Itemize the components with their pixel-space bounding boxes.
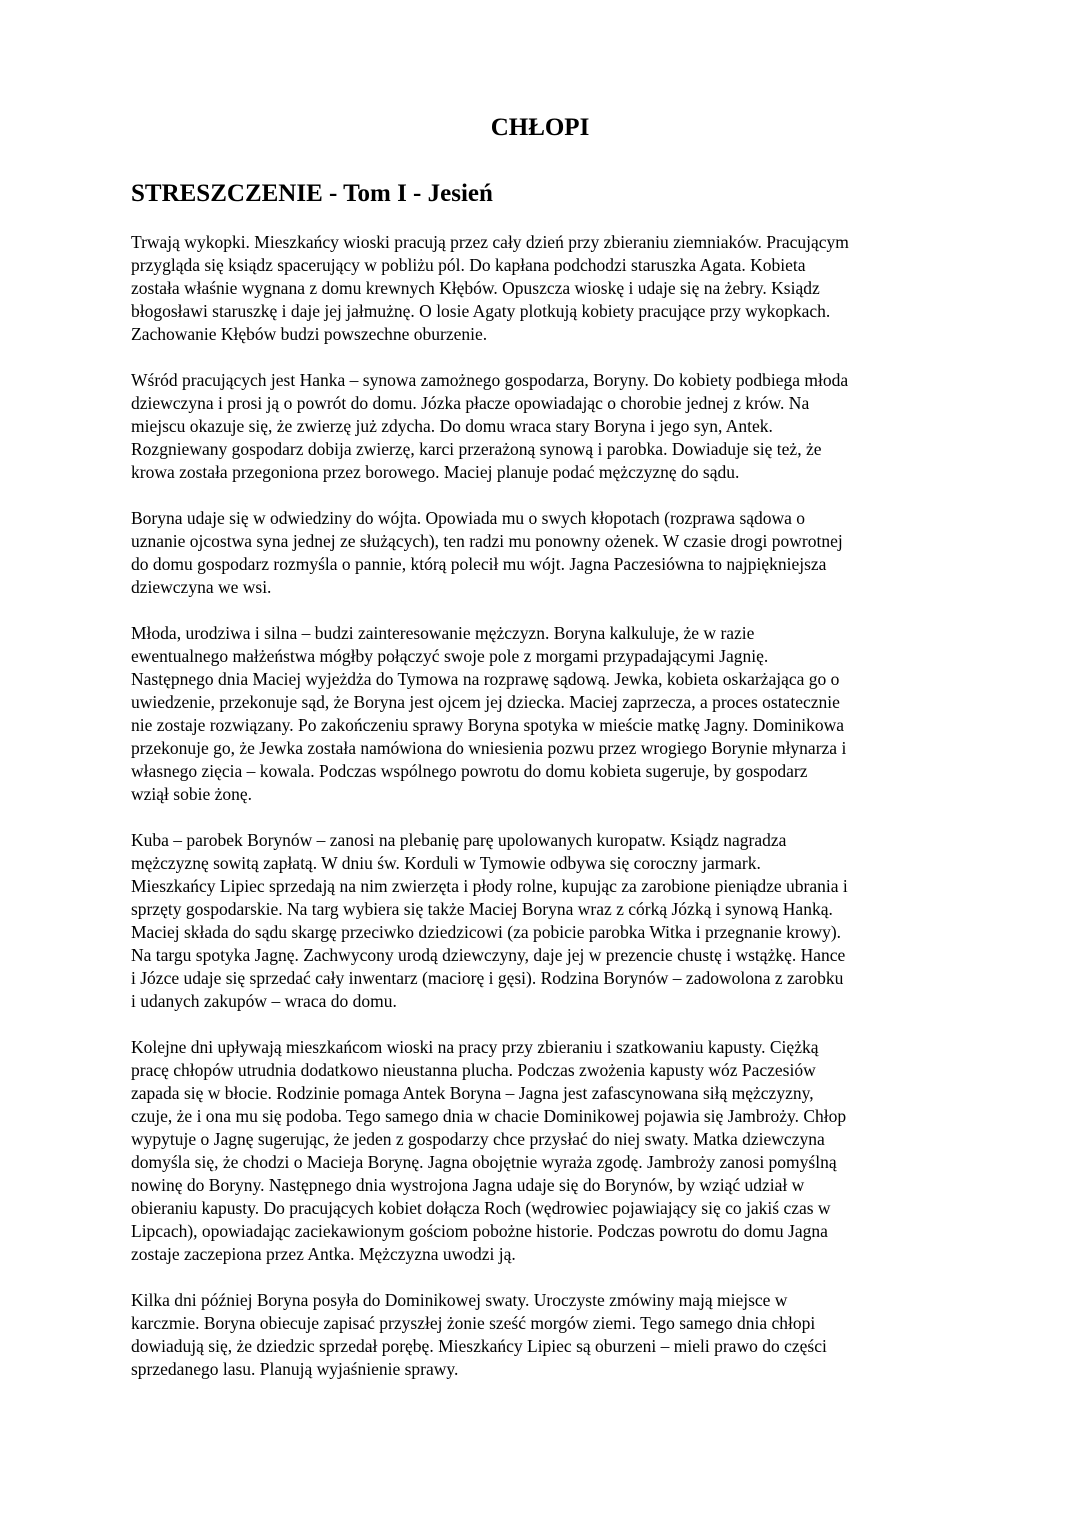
text-line: dziewczyna i prosi ją o powrót do domu. Józka płacze opowiadając o chorobie jednej z krów. Na — [131, 393, 810, 413]
text-line: Na targu spotyka Jagnę. Zachwycony urodą dziewczyny, daje jej w prezencie chustę i wstążkę. Hance — [131, 945, 846, 965]
text-line: błogosławi staruszkę i daje jej jałmużnę. O losie Agaty plotkują kobiety pracujące przy wykopkach. — [131, 301, 831, 321]
text-line: mężczyznę sowitą zapłatą. W dniu św. Korduli w Tymowie odbywa się coroczny jarmark. — [131, 853, 761, 873]
document-title: CHŁOPI — [490, 114, 590, 141]
text-line: została właśnie wygnana z domu krewnych Kłębów. Opuszcza wioskę i udaje się na żebry. Ksiądz — [131, 278, 820, 298]
text-line: zapada się w błocie. Rodzinie pomaga Antek Boryna – Jagna jest zafascynowana siłą mężczyzny, — [131, 1083, 814, 1103]
paragraph — [131, 231, 951, 346]
text-line: uznanie ojcostwa syna jednej ze służących), ten radzi mu ponowny ożenek. W czasie drogi powrotnej — [131, 531, 843, 551]
text-line: nie zostaje rozwiązany. Po zakończeniu sprawy Boryna spotyka w mieście matkę Jagny. Dominikowa — [131, 715, 845, 735]
text-line: domyśla się, że chodzi o Macieja Borynę. Jagna obojętnie wyraża zgodę. Jambroży zanosi pomyślną — [131, 1152, 837, 1172]
paragraph — [131, 1036, 951, 1266]
text-line: Kolejne dni upływają mieszkańcom wioski na pracy przy zbieraniu i szatkowaniu kapusty. Ciężką — [131, 1037, 819, 1057]
text-line: Boryna udaje się w odwiedziny do wójta. Opowiada mu o swych kłopotach (rozprawa sądowa o — [131, 508, 806, 528]
text-line: sprzęty gospodarskie. Na targ wybiera się także Maciej Boryna wraz z córką Józką i synową Hanką. — [131, 899, 833, 919]
text-line: zostaje zaczepiona przez Antka. Mężczyzna uwodzi ją. — [131, 1244, 516, 1264]
text-line: nowinę do Boryny. Następnego dnia wystrojona Jagna udaje się do Borynów, by wziąć udział w — [131, 1175, 805, 1195]
body-text — [131, 231, 951, 1404]
text-line: czuje, że i ona mu się podoba. Tego samego dnia w chacie Dominikowej pojawia się Jambroży. Chłop — [131, 1106, 847, 1126]
text-line: ewentualnego małżeństwa mógłby połączyć swoje pole z morgami przypadającymi Jagnię. — [131, 646, 769, 666]
text-line: Lipcach), opowiadając zaciekawionym gościom pobożne historie. Podczas powrotu do domu Jagna — [131, 1221, 828, 1241]
text-line: i udanych zakupów – wraca do domu. — [131, 991, 397, 1011]
text-line: krowa została przegoniona przez borowego. Maciej planuje podać mężczyznę do sądu. — [131, 462, 740, 482]
section-heading: STRESZCZENIE - Tom I - Jesień — [131, 180, 493, 207]
text-line: wypytuje o Jagnę sugerując, że jeden z gospodarzy chce przysłać do niej swaty. Matka dziewczyna — [131, 1129, 825, 1149]
text-line: Mieszkańcy Lipiec sprzedają na nim zwierzęta i płody rolne, kupując za zarobione pieniądze ubrania i — [131, 876, 848, 896]
paragraph — [131, 1289, 951, 1381]
text-line: pracę chłopów utrudnia dodatkowo nieustanna plucha. Podczas zwożenia kapusty wóz Paczesiów — [131, 1060, 816, 1080]
text-line: Zachowanie Kłębów budzi powszechne oburzenie. — [131, 324, 488, 344]
text-line: Trwają wykopki. Mieszkańcy wioski pracują przez cały dzień przy zbieraniu ziemniaków. Pracującym — [131, 232, 849, 252]
text-line: Młoda, urodziwa i silna – budzi zainteresowanie mężczyzn. Boryna kalkuluje, że w razie — [131, 623, 755, 643]
text-line: karczmie. Boryna obiecuje zapisać przyszłej żonie sześć morgów ziemi. Tego samego dnia chłopi — [131, 1313, 816, 1333]
text-line: dowiadują się, że dziedzic sprzedał porębę. Mieszkańcy Lipiec są oburzeni – mieli prawo do części — [131, 1336, 827, 1356]
text-line: Maciej składa do sądu skargę przeciwko dziedzicowi (za pobicie parobka Witka i przegnanie krowy). — [131, 922, 842, 942]
text-line: przygląda się ksiądz spacerujący w pobliżu pól. Do kapłana podchodzi staruszka Agata. Kobieta — [131, 255, 806, 275]
text-line: Następnego dnia Maciej wyjeżdża do Tymowa na rozprawę sądową. Jewka, kobieta oskarżająca go o — [131, 669, 840, 689]
paragraph — [131, 369, 951, 484]
text-line: obieraniu kapusty. Do pracujących kobiet dołącza Roch (wędrowiec pojawiający się co jakiś czas w — [131, 1198, 831, 1218]
paragraph — [131, 622, 951, 806]
text-line: do domu gospodarz rozmyśla o pannie, którą polecił mu wójt. Jagna Paczesiówna to najpiękniejsza — [131, 554, 827, 574]
paragraph — [131, 829, 951, 1013]
text-line: uwiedzenie, przekonuje sąd, że Boryna jest ojcem jej dziecka. Maciej zaprzecza, a proces ostatecznie — [131, 692, 840, 712]
text-line: wziął sobie żonę. — [131, 784, 252, 804]
paragraph — [131, 507, 951, 599]
text-line: dziewczyna we wsi. — [131, 577, 272, 597]
text-line: własnego zięcia – kowala. Podczas wspólnego powrotu do domu kobieta sugeruje, by gospodarz — [131, 761, 808, 781]
text-line: Kilka dni później Boryna posyła do Dominikowej swaty. Uroczyste zmówiny mają miejsce w — [131, 1290, 788, 1310]
text-line: Wśród pracujących jest Hanka – synowa zamożnego gospodarza, Boryny. Do kobiety podbiega młoda — [131, 370, 849, 390]
text-line: Kuba – parobek Borynów – zanosi na plebanię parę upolowanych kuropatw. Ksiądz nagradza — [131, 830, 787, 850]
text-line: miejscu okazuje się, że zwierzę już zdycha. Do domu wraca stary Boryna i jego syn, Antek. — [131, 416, 773, 436]
text-line: sprzedanego lasu. Planują wyjaśnienie sprawy. — [131, 1359, 459, 1379]
text-line: Rozgniewany gospodarz dobija zwierzę, karci przerażoną synową i parobka. Dowiaduje się też, że — [131, 439, 822, 459]
text-line: przekonuje go, że Jewka została namówiona do wniesienia pozwu przez wrogiego Borynie młynarza i — [131, 738, 847, 758]
text-line: i Józce udaje się sprzedać cały inwentarz (maciorę i gęsi). Rodzina Borynów – zadowolona z zarobku — [131, 968, 844, 988]
